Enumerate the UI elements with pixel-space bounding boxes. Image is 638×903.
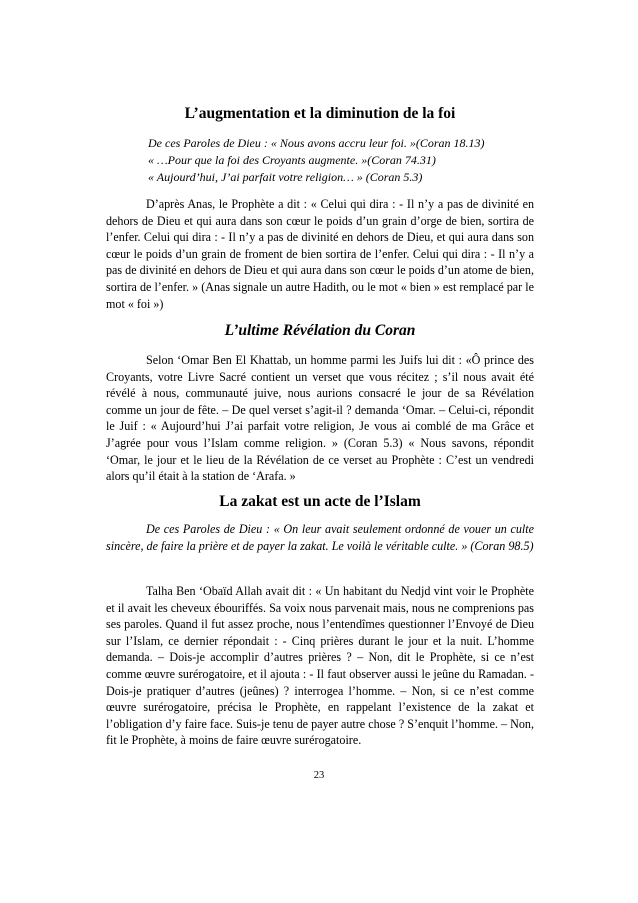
section-title: La zakat est un acte de l’Islam — [219, 493, 421, 510]
paragraph: Talha Ben ‘Obaïd Allah avait dit : « Un habitant du Nedjd vint voir le Prophète et il avait les cheveux ébouriffés. Sa voix nous parvenait mais, nous ne comprenions pas ses paroles. Quand il fut assez proche, nous l’entendîmes questionner l’Envoyé de Dieu sur l’Islam, ce dernier répondait : - Cinq prières durant le jour et la nuit. L’homme demanda. – Dois-je accomplir d’autres prières ? – Non, dit le Prophète, si ce n’est comme œuvre surérogatoire, et il ajouta : - Il faut observer aussi le jeûne du Ramadan. - Dois-je pratiquer d’autres (jeûnes) ? interrogea l’homme. – Non, si ce n’est comme œuvre surérogatoire, précisa le Prophète, en rappelant l’existence de la zakat et l’obligation d’y faire face. Suis-je tenu de payer autre chose ? S’enquit l’homme. – Non, fit le Prophète, à moins de faire œuvre surérogatoire. — [106, 584, 534, 748]
quote-line: « …Pour que la foi des Croyants augmente. »(Coran 74.31) — [148, 153, 436, 167]
quote-block — [106, 135, 534, 186]
page-number: 23 — [313, 770, 325, 781]
paragraph: D’après Anas, le Prophète a dit : « Celui qui dira : - Il n’y a pas de divinité en dehors de Dieu et qui aura dans son cœur le poids d’un grain d’orge de bien, sortira de l’enfer. Celui qui dira : - Il n’y a pas de divinité en dehors de Dieu, et qui aura dans son cœur le poids d’un grain de froment de bien sortira de l’enfer. Celui qui dira : - Il n’y a pas de divinité en dehors de Dieu et qui aura dans son cœur le poids d’un atome de bien, sortira de l’enfer. » (Anas signale un autre Hadith, ou le mot « bien » est remplacé par le mot « foi ») — [106, 197, 534, 311]
quote-line: De ces Paroles de Dieu : « Nous avons accru leur foi. »(Coran 18.13) — [148, 136, 485, 150]
quote-line: « Aujourd’hui, J’ai parfait votre religion… » (Coran 5.3) — [148, 170, 423, 184]
quote-paragraph: De ces Paroles de Dieu : « On leur avait seulement ordonné de vouer un culte sincère, de faire la prière et de payer la zakat. Le voilà le véritable culte. » (Coran 98.5) — [106, 522, 534, 553]
section-title: L’augmentation et la diminution de la foi — [184, 105, 456, 122]
paragraph: Selon ‘Omar Ben El Khattab, un homme parmi les Juifs lui dit : «Ô prince des Croyants, votre Livre Sacré contient un verset que vous récitez ; s’il nous avait été révélé à nous, communauté juive, nous aurions consacré le jour de sa Révélation comme un jour de fête. – De quel verset s’agit-il ? demanda ‘Omar. – Celui-ci, répondit le Juif : « Aujourd’hui J’ai parfait votre religion, Je vous ai comblé de ma Grâce et J’agrée pour vous l’Islam comme religion. » (Coran 5.3) « Nous savons, répondit ‘Omar, le jour et le lieu de la Révélation de ce verset au Prophète : C’est un vendredi alors qu’il était à la station de ‘Arafa. » — [106, 353, 534, 484]
section-title: L’ultime Révélation du Coran — [224, 322, 416, 339]
